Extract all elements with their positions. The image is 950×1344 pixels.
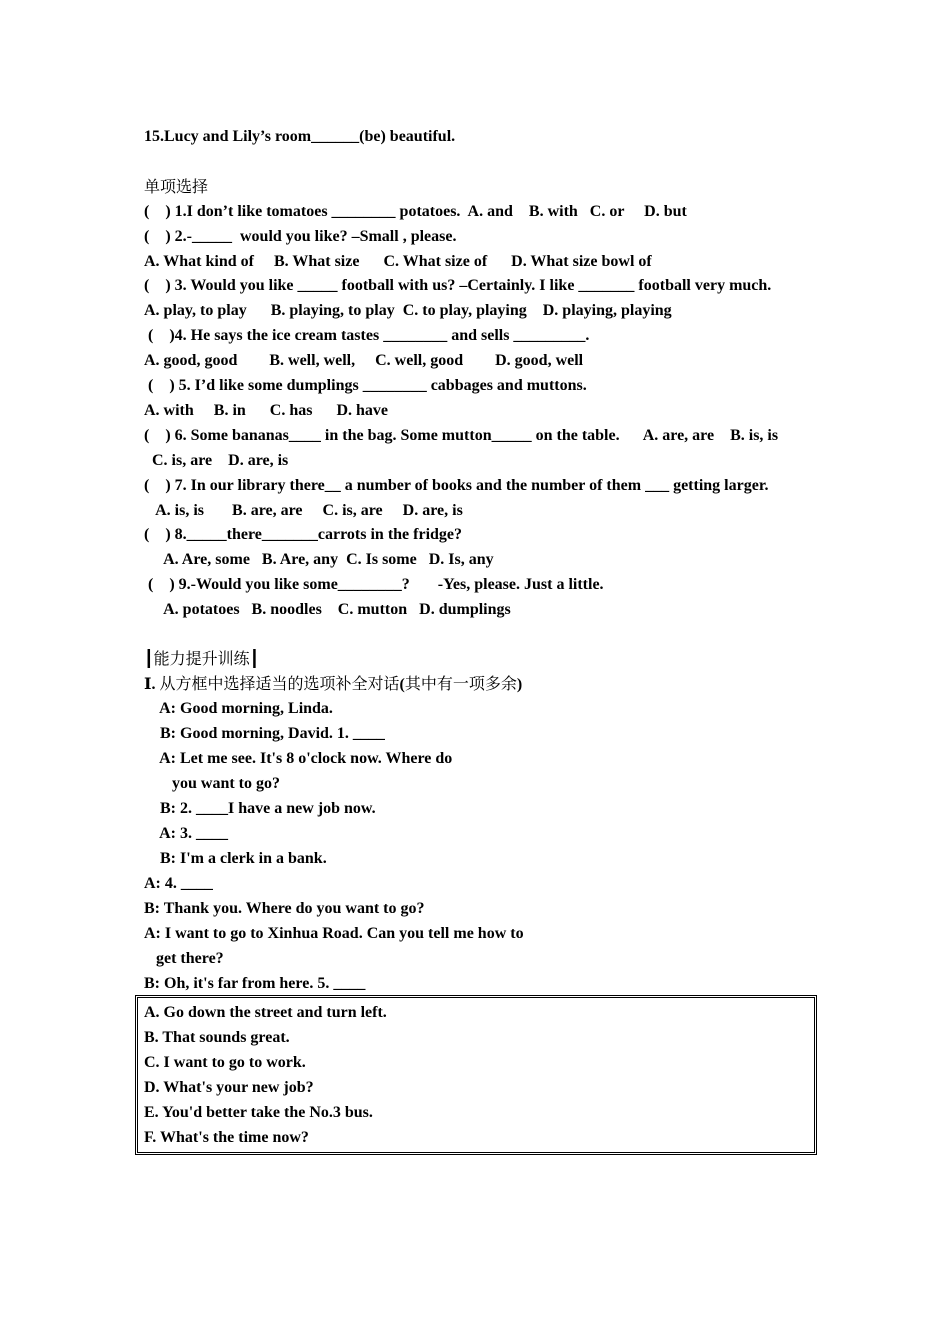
answer-options-line: A. Are, some B. Are, any C. Is some D. Is, any — [144, 551, 494, 568]
answer-options-line: A. is, is B. are, are C. is, are D. are, is — [144, 502, 463, 519]
question-line: ( ) 5. I’d like some dumplings ________ cabbages and muttons. — [144, 377, 587, 394]
instruction-prefix: Ⅰ. — [144, 676, 160, 693]
ability-heading: ┃能力提升训练┃ — [144, 649, 260, 668]
dialogue-line: A: I want to go to Xinhua Road. Can you tell me how to — [144, 925, 524, 942]
question-line: ( ) 2.-_____ would you like? –Small , please. — [144, 228, 457, 245]
question-15: 15.Lucy and Lily’s room______(be) beautiful. — [144, 128, 456, 145]
question-line: ( ) 9.-Would you like some________? -Yes, please. Just a little. — [144, 576, 604, 593]
dialogue-line: A: Good morning, Linda. — [144, 700, 333, 717]
single-choice-heading: 单项选择 — [144, 177, 209, 196]
answer-options-line: A. good, good B. well, well, C. well, good D. good, well — [144, 352, 584, 369]
dialogue-line: B: I'm a clerk in a bank. — [144, 850, 327, 867]
instruction-paren-close: ) — [516, 676, 523, 693]
option-d: D. What's your new job? — [144, 1079, 314, 1096]
dialogue-line: B: Good morning, David. 1. ____ — [144, 725, 385, 742]
options-box — [135, 995, 817, 1155]
instruction-paren-open: ( — [399, 676, 405, 693]
option-c: C. I want to go to work. — [144, 1054, 306, 1071]
dialogue-line: B: 2. ____I have a new job now. — [144, 800, 376, 817]
answer-options-line: C. is, are D. are, is — [144, 452, 289, 469]
answer-options-line: A. with B. in C. has D. have — [144, 402, 389, 419]
question-line: ( ) 3. Would you like _____ football with us? –Certainly. I like _______ football very much. — [144, 277, 772, 294]
answer-options-line: A. play, to play B. playing, to play C. to play, playing D. playing, playing — [144, 302, 672, 319]
option-b: B. That sounds great. — [144, 1029, 290, 1046]
option-e: E. You'd better take the No.3 bus. — [144, 1104, 373, 1121]
dialogue-line: get there? — [144, 950, 224, 967]
dialogue-line: you want to go? — [144, 775, 281, 792]
answer-options-line: A. potatoes B. noodles C. mutton D. dumplings — [144, 601, 511, 618]
answer-options-line: A. What kind of B. What size C. What size of D. What size bowl of — [144, 253, 652, 270]
instruction-text: 从方框中选择适当的选项补全对话 — [159, 674, 400, 693]
option-a: A. Go down the street and turn left. — [144, 1004, 387, 1021]
dialogue-line: B: Oh, it's far from here. 5. ____ — [144, 975, 366, 992]
dialogue-line: B: Thank you. Where do you want to go? — [144, 900, 425, 917]
option-f: F. What's the time now? — [144, 1129, 309, 1146]
question-line: ( )4. He says the ice cream tastes ________ and sells _________. — [144, 327, 590, 344]
dialogue-line: A: Let me see. It's 8 o'clock now. Where do — [144, 750, 453, 767]
question-line: ( ) 7. In our library there__ a number of books and the number of them ___ getting larger. — [144, 477, 769, 494]
question-line: ( ) 8._____there_______carrots in the fridge? — [144, 526, 463, 543]
dialogue-instruction — [144, 674, 522, 694]
dialogue-line: A: 4. ____ — [144, 875, 213, 892]
instruction-paren-text: 其中有一项多余 — [404, 674, 517, 693]
question-line: ( ) 1.I don’t like tomatoes ________ potatoes. A. and B. with C. or D. but — [144, 203, 687, 220]
question-line: ( ) 6. Some bananas____ in the bag. Some mutton_____ on the table. A. are, are B. is, is — [144, 427, 779, 444]
dialogue-line: A: 3. ____ — [144, 825, 228, 842]
